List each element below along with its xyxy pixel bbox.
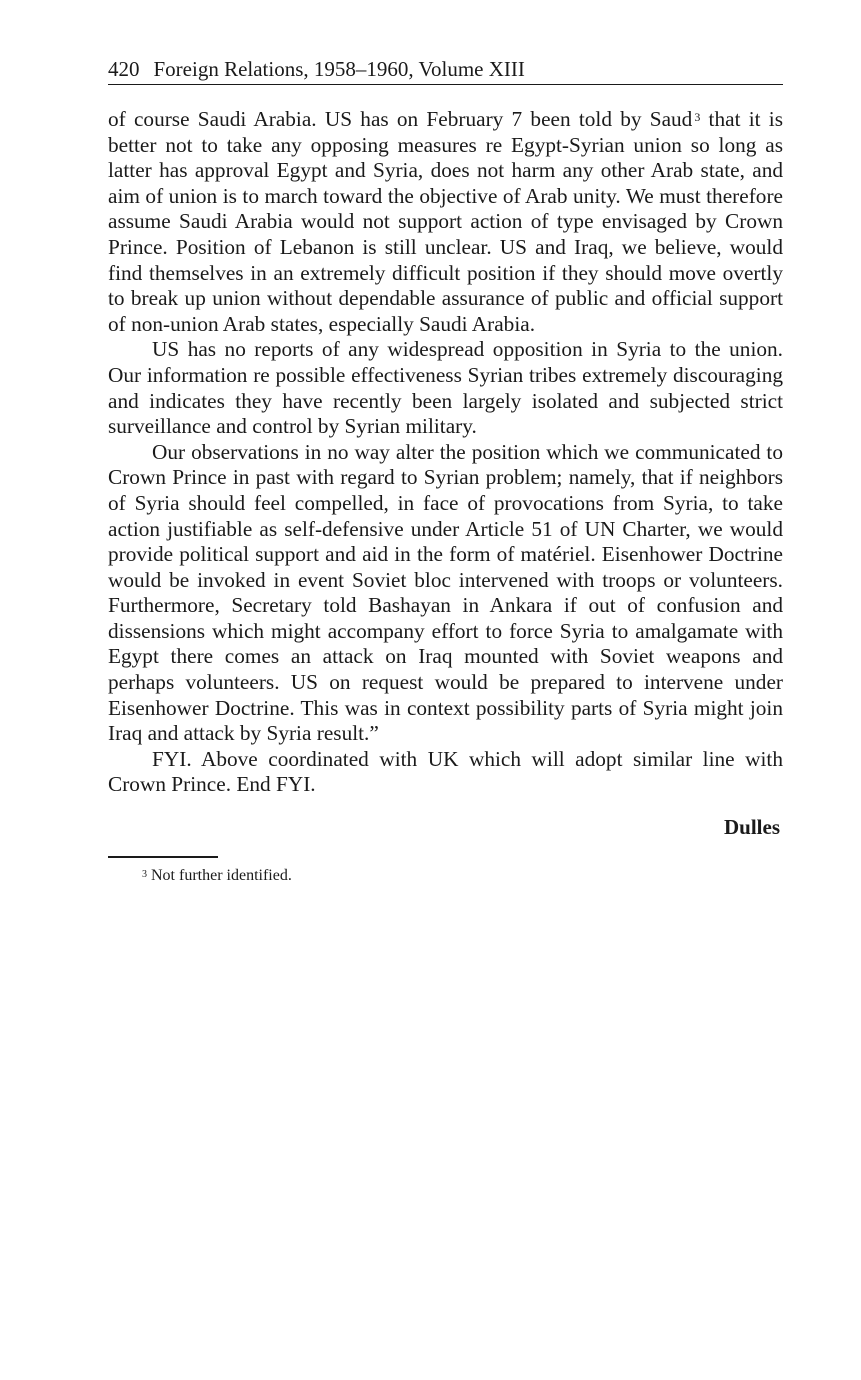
paragraph-1-text-a: of course Saudi Arabia. US has on February 7 been told by Saud (108, 107, 693, 131)
paragraph-1-text-b: that it is better not to take any opposing measures re Egypt-Syrian union so long as latter has approval Egypt and Syria, does not harm any other Arab state, and aim of union is to march toward the objective of Arab unity. We must therefore assume Saudi Arabia would not support action of type envisaged by Crown Prince. Position of Lebanon is still unclear. US and Iraq, we believe, would find themselves in an extremely difficult position if they should move overtly to break up union without dependable assurance of public and official support of non-union Arab states, especially Saudi Arabia. (108, 107, 783, 336)
page-number: 420 (108, 57, 140, 81)
body-text (108, 107, 783, 798)
paragraph-4: FYI. Above coordinated with UK which will adopt similar line with Crown Prince. End FYI. (108, 746, 783, 797)
signature: Dulles (723, 815, 780, 840)
running-head (108, 55, 783, 85)
paragraph-2: US has no reports of any widespread opposition in Syria to the union. Our information re possible effectiveness Syrian tribes extremely discouraging and indicates they have recently been largely isolated and subjected strict surveillance and control by Syrian military. (108, 337, 783, 439)
paragraph-1 (108, 107, 783, 337)
volume-title: Foreign Relations, 1958–1960, Volume XIII (153, 57, 525, 81)
footnote-reference[interactable]: 3 (694, 110, 701, 124)
document-page (108, 55, 783, 886)
footnote-text: Not further identified. (151, 867, 292, 885)
footnote-number: 3 (142, 869, 147, 881)
footnote-divider (108, 856, 218, 858)
paragraph-3: Our observations in no way alter the position which we communicated to Crown Prince in past with regard to Syrian problem; namely, that if neighbors of Syria should feel compelled, in face of provocations from Syria, to take action justifiable as self-defensive under Article 51 of UN Charter, we would provide political support and aid in the form of matériel. Eisenhower Doctrine would be invoked in event Soviet bloc intervened with troops or volunteers. Furthermore, Secretary told Bashayan in Ankara if out of confusion and dissensions which might accompany effort to force Syria to amalgamate with Egypt there comes an attack on Iraq mounted with Soviet weapons and perhaps volunteers. US on request would be prepared to intervene under Eisenhower Doctrine. This was in context possibility parts of Syria might join Iraq and attack by Syria result.” (108, 439, 783, 746)
footnote (108, 866, 783, 886)
